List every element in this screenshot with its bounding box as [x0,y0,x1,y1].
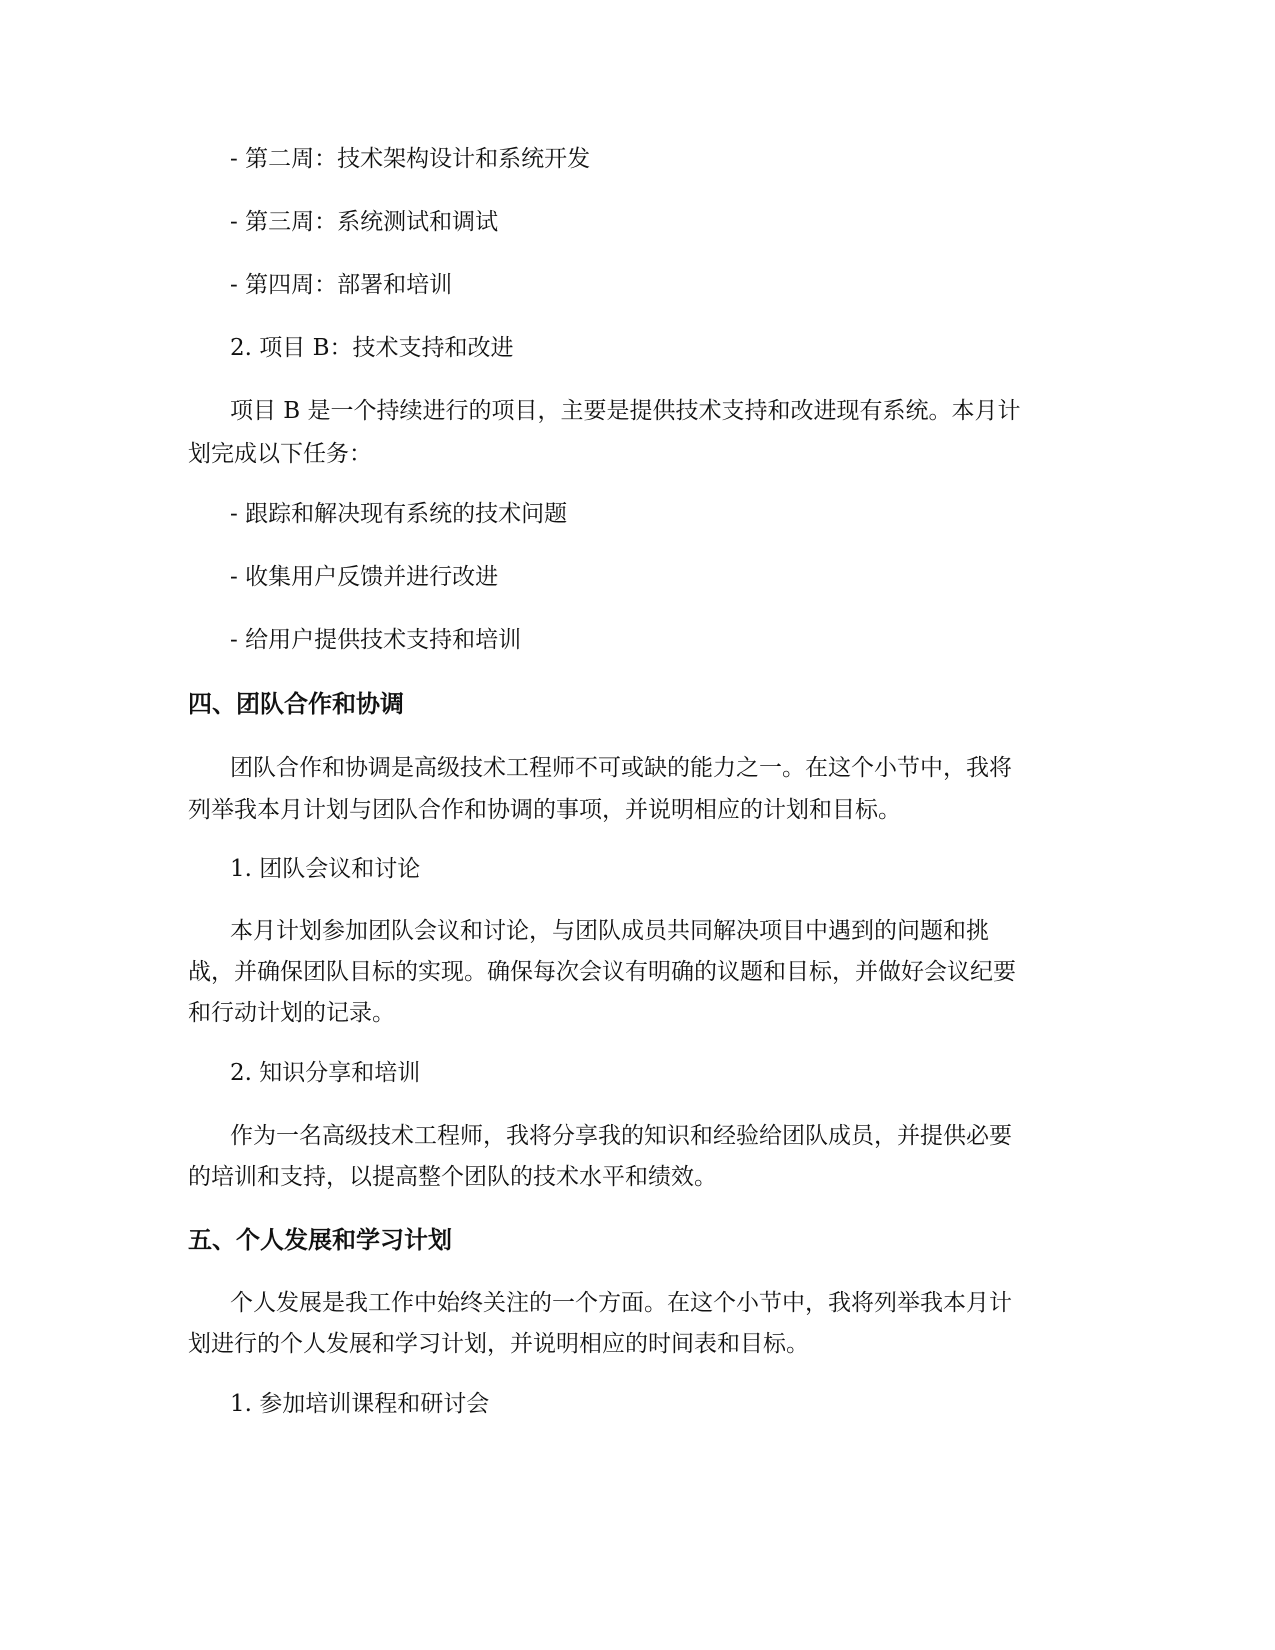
project-b-para-line1: 项目 B 是一个持续进行的项目，主要是提供技术支持和改进现有系统。本月计 [230,398,1021,424]
project-b-title: 2. 项目 B：技术支持和改进 [230,335,514,361]
task3-line: - 给用户提供技术支持和培训 [230,627,522,653]
section5-intro-line2: 划进行的个人发展和学习计划，并说明相应的时间表和目标。 [188,1331,809,1357]
section5-heading: 五、个人发展和学习计划 [188,1226,452,1254]
knowledge-sharing-line1: 作为一名高级技术工程师，我将分享我的知识和经验给团队成员，并提供必要 [230,1123,1012,1149]
section4-heading: 四、团队合作和协调 [188,690,404,718]
project-b-para-line2: 划完成以下任务： [188,441,372,467]
team-meeting-line1: 本月计划参加团队会议和讨论，与团队成员共同解决项目中遇到的问题和挑 [230,918,989,944]
week3-line: - 第三周：系统测试和调试 [230,209,499,235]
week4-line: - 第四周：部署和培训 [230,272,453,298]
team-meeting-line2: 战，并确保团队目标的实现。确保每次会议有明确的议题和目标，并做好会议纪要 [188,959,1016,985]
section4-intro-line1: 团队合作和协调是高级技术工程师不可或缺的能力之一。在这个小节中，我将 [230,755,1012,781]
team-meeting-line3: 和行动计划的记录。 [188,1000,395,1026]
section5-intro-line1: 个人发展是我工作中始终关注的一个方面。在这个小节中，我将列举我本月计 [230,1290,1012,1316]
task2-line: - 收集用户反馈并进行改进 [230,564,499,590]
task1-line: - 跟踪和解决现有系统的技术问题 [230,501,568,527]
knowledge-sharing-title: 2. 知识分享和培训 [230,1060,421,1086]
knowledge-sharing-line2: 的培训和支持，以提高整个团队的技术水平和绩效。 [188,1164,717,1190]
team-meeting-title: 1. 团队会议和讨论 [230,856,421,882]
training-courses-title: 1. 参加培训课程和研讨会 [230,1391,490,1417]
week2-line: - 第二周：技术架构设计和系统开发 [230,146,591,172]
section4-intro-line2: 列举我本月计划与团队合作和协调的事项，并说明相应的计划和目标。 [188,797,901,823]
